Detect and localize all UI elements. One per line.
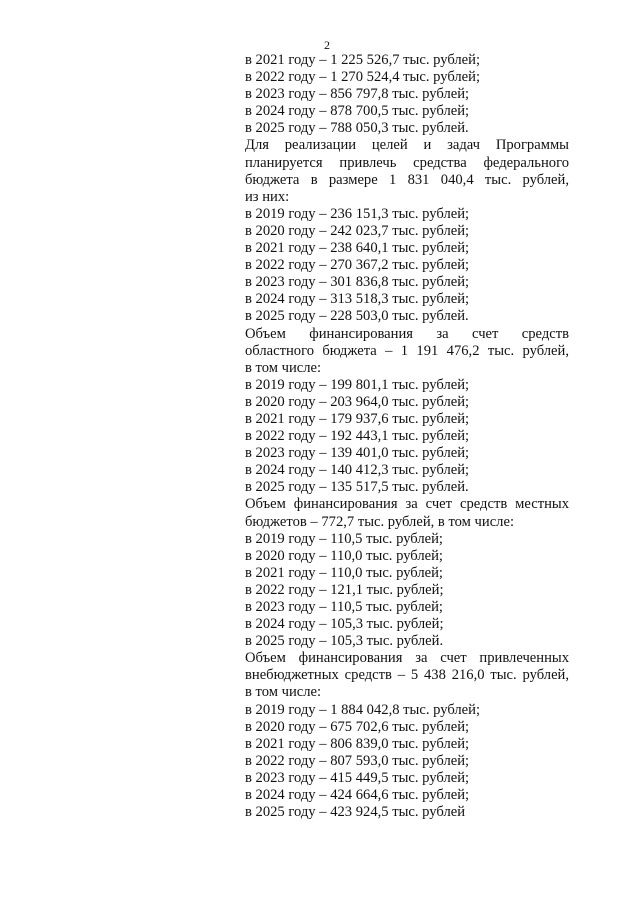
- text-line: из них:: [245, 188, 290, 205]
- text-line: в 2022 году – 270 367,2 тыс. рублей;: [245, 257, 470, 274]
- text-line: в 2021 году – 179 937,6 тыс. рублей;: [245, 410, 470, 427]
- text-line: в 2022 году – 121,1 тыс. рублей;: [245, 581, 444, 598]
- text-line: в 2024 году – 140 412,3 тыс. рублей;: [245, 462, 470, 479]
- text-line: в том числе:: [245, 359, 322, 376]
- text-line: в 2023 году – 415 449,5 тыс. рублей;: [245, 769, 470, 786]
- text-line: в 2021 году – 1 225 526,7 тыс. рублей;: [245, 52, 481, 68]
- text-line: Объем финансирования за счет привлеченных: [245, 650, 569, 667]
- text-line: в 2022 году – 192 443,1 тыс. рублей;: [245, 428, 470, 445]
- text-line: в 2023 году – 139 401,0 тыс. рублей;: [245, 445, 470, 462]
- text-line: в 2020 году – 242 023,7 тыс. рублей;: [245, 222, 470, 239]
- text-line: в 2020 году – 675 702,6 тыс. рублей;: [245, 718, 470, 735]
- text-line: в 2025 году – 105,3 тыс. рублей.: [245, 633, 444, 650]
- text-line: в 2023 году – 856 797,8 тыс. рублей;: [245, 86, 470, 103]
- text-line: в 2019 году – 110,5 тыс. рублей;: [245, 530, 443, 547]
- text-line: в 2025 году – 788 050,3 тыс. рублей.: [245, 120, 469, 137]
- text-line: в 2021 году – 110,0 тыс. рублей;: [245, 564, 443, 581]
- text-line: в 2024 году – 424 664,6 тыс. рублей;: [245, 787, 470, 804]
- text-line: в 2020 году – 203 964,0 тыс. рублей;: [245, 393, 470, 410]
- text-line: в 2019 году – 199 801,1 тыс. рублей;: [245, 376, 470, 393]
- text-line: бюджетов – 772,7 тыс. рублей, в том числе:: [245, 513, 514, 530]
- text-line: в 2025 году – 423 924,5 тыс. рублей: [245, 804, 466, 821]
- text-line: в 2021 году – 238 640,1 тыс. рублей;: [245, 240, 470, 257]
- text-line: в том числе:: [245, 684, 322, 701]
- text-line: в 2024 году – 313 518,3 тыс. рублей;: [245, 291, 470, 308]
- text-line: в 2023 году – 301 836,8 тыс. рублей;: [245, 274, 470, 291]
- page-number: 2: [324, 38, 330, 52]
- text-line: Объем финансирования за счет средств: [245, 325, 569, 342]
- text-line: в 2019 году – 236 151,3 тыс. рублей;: [245, 205, 470, 222]
- document-body: [245, 52, 569, 821]
- text-line: областного бюджета – 1 191 476,2 тыс. рублей,: [245, 342, 569, 359]
- text-line: Для реализации целей и задач Программы: [245, 137, 569, 154]
- text-line: бюджета в размере 1 831 040,4 тыс. рублей,: [245, 171, 569, 188]
- text-line: внебюджетных средств – 5 438 216,0 тыс. рублей,: [245, 667, 569, 684]
- text-line: в 2024 году – 105,3 тыс. рублей;: [245, 616, 444, 633]
- text-line: в 2023 году – 110,5 тыс. рублей;: [245, 599, 443, 615]
- text-line: в 2021 году – 806 839,0 тыс. рублей;: [245, 735, 470, 752]
- text-line: в 2024 году – 878 700,5 тыс. рублей;: [245, 103, 470, 120]
- text-line: Объем финансирования за счет средств местных: [245, 496, 569, 513]
- text-line: в 2022 году – 807 593,0 тыс. рублей;: [245, 752, 470, 769]
- text-line: в 2025 году – 228 503,0 тыс. рублей.: [245, 308, 469, 325]
- text-line: в 2022 году – 1 270 524,4 тыс. рублей;: [245, 69, 481, 86]
- text-line: в 2019 году – 1 884 042,8 тыс. рублей;: [245, 701, 481, 718]
- text-line: в 2025 году – 135 517,5 тыс. рублей.: [245, 479, 469, 496]
- text-line: в 2020 году – 110,0 тыс. рублей;: [245, 547, 443, 564]
- text-line: планируется привлечь средства федерального: [245, 154, 569, 171]
